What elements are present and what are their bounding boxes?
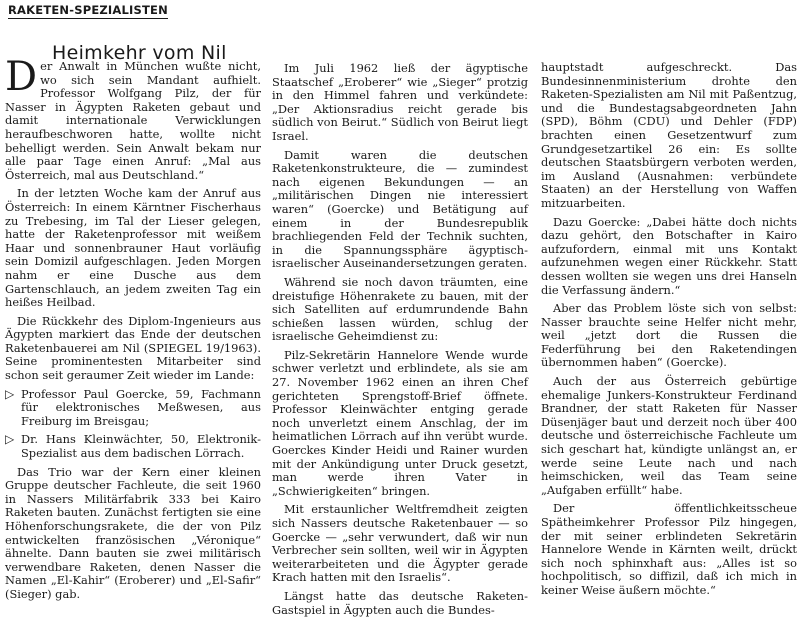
paragraph: Pilz-Sekretärin Hannelore Wende wurde schwer verletzt und erblindete, als sie am 27. November 1962 einen an ihren Chef gerichteten Sprengstoff-Brief öffnete. Professor Kleinwächter entging gerade noch unverletzt einem Anschlag, der im heimatlichen Lörrach auf ihn verübt wurde. Goerckes Kinder Heidi und Rainer wurden mit der Ankündigung unter Druck gesetzt, man werde ihren Vater in „Schwierigkeiten“ bringen.	[272, 347, 528, 498]
bullet-item	[5, 388, 261, 429]
headline: Heimkehr vom Nil	[52, 41, 227, 64]
paragraph: Auch der aus Österreich gebürtige ehemalige Junkers-Konstrukteur Ferdinand Brandner, der statt Raketen für Nasser Düsenjäger baut und derzeit noch über 400 deutsche und österreichische Fachleute um sich geschart hat, kündigte unlängst an, er werde seine Leute nach und nach heimschicken, weil das Team seine „Aufgaben erfüllt“ habe.	[541, 374, 797, 497]
paragraph-text: er Anwalt in München wußte nicht, wo sich sein Mandant aufhielt. Professor Wolfgang Pilz, der für Nasser in Ägypten Raketen gebaut und damit internationale Verwicklungen heraufbeschworen hatte, wollte nicht behelligt werden. Sein Anwalt bekam nur alle paar Tage einen Anruf: „Mal aus Österreich, mal aus Deutschland.“	[5, 59, 261, 182]
paragraph: Mit erstaunlicher Weltfremdheit zeigten sich Nassers deutsche Raketenbauer — so Goercke — „sehr verwundert, daß wir nun Verbrecher sein sollten, weil wir in Ägypten weiterarbeiteten und die Ägypter gerade Krach hatten mit den Israelis“.	[272, 502, 528, 585]
paragraph: Im Juli 1962 ließ der ägyptische Staatschef „Eroberer“ wie „Sieger“ protzig in den Himmel fahren und verkündete: „Der Aktionsradius reicht gerade bis südlich von Beirut.“ Südlich von Beirut liegt Israel.	[272, 61, 528, 143]
paragraph: Längst hatte das deutsche Raketen-Gastspiel in Ägypten auch die Bundes-	[272, 588, 528, 617]
triangle-bullet-icon: ▷	[5, 386, 15, 401]
article-column-1	[5, 54, 261, 607]
paragraph: In der letzten Woche kam der Anruf aus Österreich: In einem Kärntner Fischerhaus zu Trebesing, im Tal der Lieser gelegen, hatte der Raketenprofessor mit weißem Haar und sonnenbrauner Haut vorläufig sein Domizil aufgeschlagen. Jeden Morgen nahm er eine Dusche aus dem Gartenschlauch, an jedem zweiten Tag ein heißes Heilbad.	[5, 186, 261, 310]
bullet-text: Dr. Hans Kleinwächter, 50, Elektronik-Spezialist aus dem badischen Lörrach.	[21, 432, 261, 461]
paragraph	[5, 54, 261, 182]
paragraph: Aber das Problem löste sich von selbst: Nasser brauchte seine Helfer nicht mehr, weil „jetzt dort die Russen die Federführung bei den Raketendingen übernommen haben“ (Goercke).	[541, 301, 797, 370]
bullet-item	[5, 433, 261, 460]
article-column-2	[272, 62, 528, 622]
article-column-3	[541, 61, 797, 603]
paragraph: Die Rückkehr des Diplom-Ingenieurs aus Ägypten markiert das Ende der deutschen Raketenbauerei am Nil (SPIEGEL 19/1963). Seine prominentesten Mitarbeiter sind schon seit geraumer Zeit wieder im Lande:	[5, 313, 261, 383]
paragraph: Während sie noch davon träumten, eine dreistufige Höhenrakete zu bauen, mit der sich Satelliten auf erdumrundende Bahn schießen lassen würden, schlug der israelische Geheimdienst zu:	[272, 274, 528, 344]
bullet-text: Professor Paul Goercke, 59, Fachmann für elektronisches Meßwesen, aus Freiburg im Breisgau;	[21, 386, 261, 428]
paragraph: hauptstadt aufgeschreckt. Das Bundesinnenministerium drohte den Raketen-Spezialisten am Nil mit Paßentzug, und die Bundestagsabgeordneten Jahn (SPD), Böhm (CDU) und Dehler (FDP) brachten einen Gesetzentwurf zum Grundgesetzartikel 26 ein: Es sollte deutschen Staatsbürgern verboten werden, im Ausland (Ausnahmen: verbündete Staaten) an der Herstellung von Waffen mitzuarbeiten.	[541, 60, 797, 210]
triangle-bullet-icon: ▷	[5, 432, 15, 447]
paragraph: Dazu Goercke: „Dabei hätte doch nichts dazu gehört, den Botschafter in Kairo aufzufordern, einmal mit uns Kontakt aufzunehmen wegen einer Rückkehr. Statt dessen wollten sie wegen uns drei Hanseln die Verfassung ändern.“	[541, 214, 797, 297]
paragraph: Das Trio war der Kern einer kleinen Gruppe deutscher Fachleute, die seit 1960 in Nassers Militärfabrik 333 bei Kairo Raketen bauten. Zunächst fertigten sie eine Höhenforschungsrakete, die der von Pilz entwickelten französischen „Véronique“ ähnelte. Dann bauten sie zwei militärisch verwendbare Raketen, denen Nasser die Namen „El-Kahir“ (Eroberer) und „El-Safir“ (Sieger) gab.	[5, 464, 261, 601]
paragraph: Der öffentlichkeitsscheue Spätheimkehrer Professor Pilz hingegen, der mit seiner erblindeten Sekretärin Hannelore Wende in Kärnten weilt, drückt sich noch sphinxhaft aus: „Alles ist so hochpolitisch, so diffizil, daß ich mich in keiner Weise äußern möchte.“	[541, 501, 797, 597]
drop-cap: D	[5, 54, 38, 100]
paragraph: Damit waren die deutschen Raketenkonstrukteure, die — zumindest nach eigenen Bekundungen — an „militärischen Dingen nie interessiert waren“ (Goercke) und Betätigung auf einem in der Bundesrepublik brachliegenden Feld der Technik suchten, in die Spannungssphäre ägyptisch-israelischer Auseinandersetzungen geraten.	[272, 147, 528, 271]
section-rubric: RAKETEN-SPEZIALISTEN	[8, 3, 168, 17]
